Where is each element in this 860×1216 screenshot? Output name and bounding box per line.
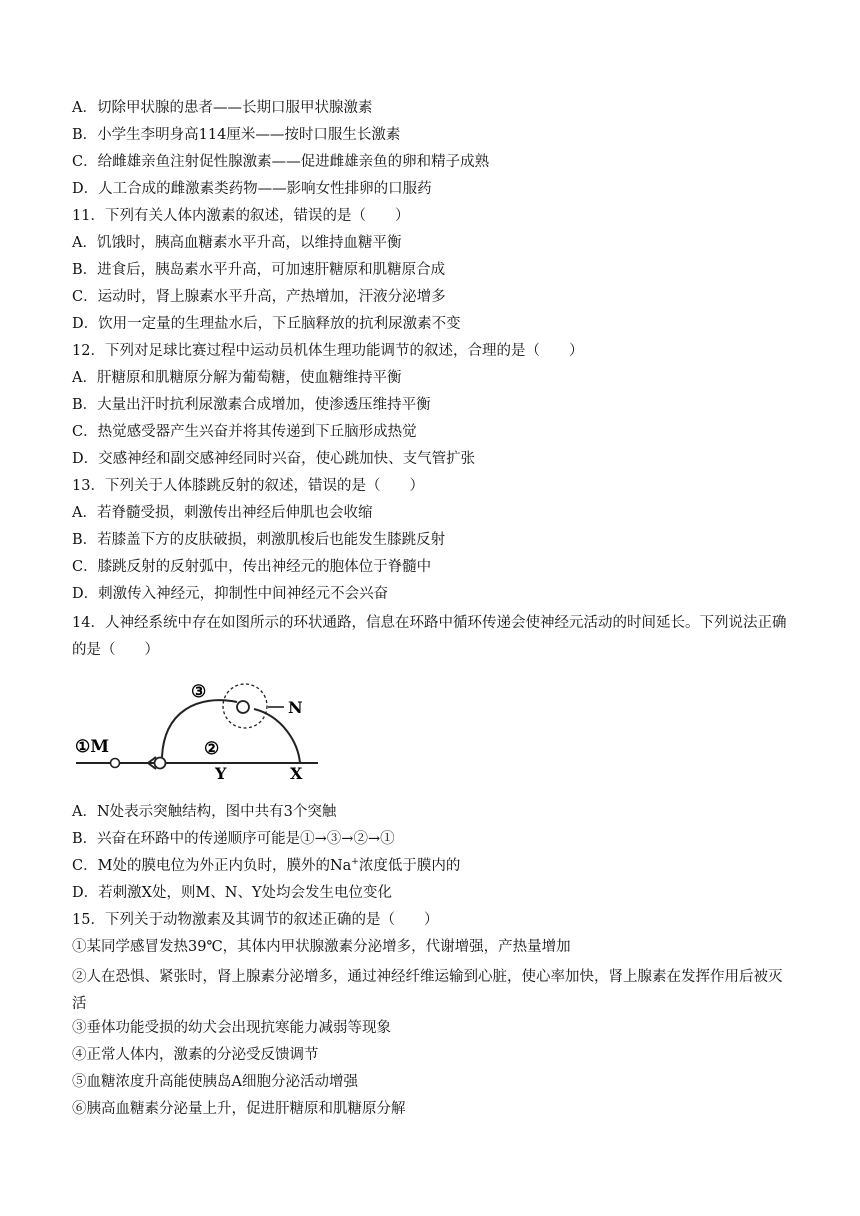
option-14-b: B．兴奋在环路中的传递顺序可能是①→③→②→① bbox=[72, 831, 395, 847]
point-m-marker bbox=[111, 759, 120, 768]
text-line-q11c: C．运动时，肾上腺素水平升高，产热增加，汗液分泌增多 bbox=[72, 289, 446, 305]
statement-15-2: ②人在恐惧、紧张时，肾上腺素分泌增多，通过神经纤维运输到心脏，使心率加快，肾上腺素在发挥作用后被灭活 bbox=[72, 969, 783, 1012]
statement-15-4: ④正常人体内，激素的分泌受反馈调节 bbox=[72, 1047, 319, 1063]
option-14-a: A．N处表示突触结构，图中共有3个突触 bbox=[72, 804, 337, 820]
text-line-q12d: D．交感神经和副交感神经同时兴奋，使心跳加快、支气管扩张 bbox=[72, 451, 476, 467]
question-14-stem: 14．人神经系统中存在如图所示的环状通路，信息在环路中循环传递会使神经元活动的时间延长。下列说法正确的是（ ） bbox=[72, 615, 787, 658]
text-line-q10a: A．切除甲状腺的患者——长期口服甲状腺激素 bbox=[72, 100, 373, 116]
text-line-q12: 12．下列对足球比赛过程中运动员机体生理功能调节的叙述，合理的是（ ） bbox=[72, 343, 584, 359]
text-line-q10d: D．人工合成的雌激素类药物——影响女性排卵的口服药 bbox=[72, 181, 432, 197]
text-line-q13a: A．若脊髓受损，刺激传出神经后伸肌也会收缩 bbox=[72, 505, 373, 521]
text-line-q11: 11．下列有关人体内激素的叙述，错误的是（ ） bbox=[72, 208, 410, 224]
text-line-q11b: B．进食后，胰岛素水平升高，可加速肝糖原和肌糖原合成 bbox=[72, 262, 446, 278]
label-1m: ①M bbox=[75, 737, 110, 757]
question-15-stem: 15．下列关于动物激素及其调节的叙述正确的是（ ） bbox=[72, 912, 439, 928]
label-n: N bbox=[288, 698, 303, 717]
synapse-n-body bbox=[237, 701, 249, 713]
loop-fiber-upper bbox=[162, 700, 237, 757]
neuron-body-left bbox=[155, 758, 166, 769]
sodium-charge: + bbox=[351, 857, 359, 868]
statement-15-6: ⑥胰高血糖素分泌量上升，促进肝糖原和肌糖原分解 bbox=[72, 1101, 406, 1117]
text-line-q11d: D．饮用一定量的生理盐水后，下丘脑释放的抗利尿激素不变 bbox=[72, 316, 461, 332]
option-14-c-part1: C．M处的膜电位为外正内负时，膜外的Na bbox=[72, 858, 352, 874]
label-3: ③ bbox=[191, 682, 207, 702]
text-line-q11a: A．饥饿时，胰高血糖素水平升高，以维持血糖平衡 bbox=[72, 235, 402, 251]
text-line-q10b: B．小学生李明身高114厘米——按时口服生长激素 bbox=[72, 127, 401, 143]
option-14-c bbox=[72, 856, 460, 876]
text-line-q13b: B．若膝盖下方的皮肤破损，刺激肌梭后也能发生膝跳反射 bbox=[72, 532, 446, 548]
text-line-q12b: B．大量出汗时抗利尿激素合成增加，使渗透压维持平衡 bbox=[72, 397, 431, 413]
statement-15-5: ⑤血糖浓度升高能使胰岛A细胞分泌活动增强 bbox=[72, 1074, 358, 1090]
loop-fiber-right bbox=[254, 709, 300, 763]
option-14-d: D．若刺激X处，则M、N、Y处均会发生电位变化 bbox=[72, 885, 393, 901]
statement-15-3: ③垂体功能受损的幼犬会出现抗寒能力减弱等现象 bbox=[72, 1020, 391, 1036]
text-line-q13c: C．膝跳反射的反射弧中，传出神经元的胞体位于脊髓中 bbox=[72, 559, 432, 575]
text-line-q12c: C．热觉感受器产生兴奋并将其传递到下丘脑形成热觉 bbox=[72, 424, 417, 440]
option-14-c-part2: 浓度低于膜内的 bbox=[358, 858, 461, 874]
label-y: Y bbox=[215, 764, 227, 782]
text-line-q13: 13．下列关于人体膝跳反射的叙述，错误的是（ ） bbox=[72, 478, 424, 494]
text-line-q10c: C．给雌雄亲鱼注射促性腺激素——促进雌雄亲鱼的卵和精子成熟 bbox=[72, 154, 490, 170]
text-line-q12a: A．肝糖原和肌糖原分解为葡萄糖，使血糖维持平衡 bbox=[72, 370, 402, 386]
label-x: X bbox=[290, 764, 303, 782]
text-line-q13d: D．刺激传入神经元，抑制性中间神经元不会兴奋 bbox=[72, 586, 389, 602]
label-2: ② bbox=[204, 739, 220, 759]
statement-15-1: ①某同学感冒发热39℃，其体内甲状腺激素分泌增多，代谢增强，产热量增加 bbox=[72, 939, 571, 955]
neural-circuit-diagram bbox=[72, 672, 332, 782]
